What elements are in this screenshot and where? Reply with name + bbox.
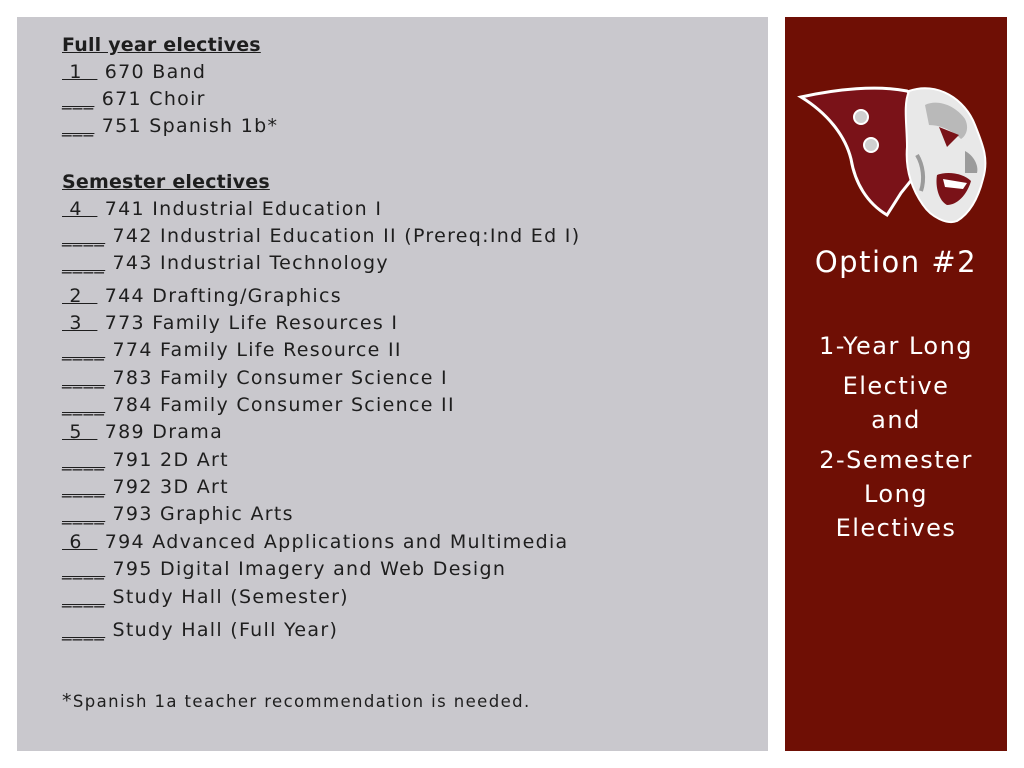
selection-blank[interactable]: ____ [62,252,106,274]
selection-blank[interactable]: 4 [62,198,98,220]
list-item [62,197,382,221]
selection-blank[interactable]: ____ [62,619,106,641]
option-desc-line: Elective [842,372,950,400]
electives-panel [17,17,768,751]
course-label: 784 Family Consumer Science II [112,394,455,416]
option-desc-line: and [871,406,921,434]
course-label: Study Hall (Semester) [112,586,349,608]
option-desc-line: Electives [835,514,957,542]
selection-blank[interactable]: 3 [62,312,98,334]
list-item [62,475,229,499]
list-item [62,502,294,526]
course-label: 793 Graphic Arts [112,503,294,525]
list-item [62,338,402,362]
course-label: 774 Family Life Resource II [112,339,402,361]
list-item [62,393,455,417]
course-label: 751 Spanish 1b* [101,115,279,137]
course-label: 744 Drafting/Graphics [104,285,342,307]
list-item [62,251,389,275]
list-item [62,114,278,138]
selection-blank[interactable]: 2 [62,285,98,307]
list-item [62,87,206,111]
selection-blank[interactable]: ____ [62,367,106,389]
course-label: 743 Industrial Technology [112,252,389,274]
list-item [62,448,229,472]
footnote-star: * [62,690,73,712]
list-item [62,224,580,248]
list-item [62,366,448,390]
course-label: 795 Digital Imagery and Web Design [112,558,507,580]
list-item [62,60,206,84]
course-label: 773 Family Life Resources I [104,312,399,334]
course-label: 791 2D Art [112,449,229,471]
course-label: 794 Advanced Applications and Multimedia [104,531,569,553]
selection-blank[interactable]: ____ [62,394,106,416]
course-label: 789 Drama [104,421,224,443]
list-item [62,585,349,609]
full-year-heading: Full year electives [62,34,261,56]
selection-blank[interactable]: ____ [62,449,106,471]
course-label: Study Hall (Full Year) [112,619,339,641]
semester-heading: Semester electives [62,171,270,193]
selection-blank[interactable]: ___ [62,88,95,110]
selection-blank[interactable]: ____ [62,476,106,498]
selection-blank[interactable]: 6 [62,531,98,553]
list-item [62,557,506,581]
selection-blank[interactable]: ____ [62,225,106,247]
option-desc-line: 2-Semester [819,446,973,474]
option-desc-line: Long [863,480,929,508]
option-title: Option #2 [814,245,978,279]
option-description [785,329,1007,545]
list-item [62,530,568,554]
course-label: 671 Choir [101,88,206,110]
course-label: 792 3D Art [112,476,229,498]
footnote [62,689,531,714]
selection-blank[interactable]: 5 [62,421,98,443]
list-item [62,284,342,308]
course-label: 741 Industrial Education I [104,198,383,220]
option-desc-line: 1-Year Long [818,332,974,360]
selection-blank[interactable]: ____ [62,586,106,608]
footnote-text: Spanish 1a teacher recommendation is needed. [72,692,531,711]
selection-blank[interactable]: ____ [62,503,106,525]
course-label: 742 Industrial Education II (Prereq:Ind Ed I) [112,225,581,247]
list-item [62,311,398,335]
course-label: 670 Band [104,61,207,83]
list-item [62,420,223,444]
option-panel [785,17,1007,751]
selection-blank[interactable]: ___ [62,115,95,137]
selection-blank[interactable]: ____ [62,339,106,361]
selection-blank[interactable]: 1 [62,61,98,83]
list-item [62,618,338,642]
mascot-head-icon [797,55,997,225]
selection-blank[interactable]: ____ [62,558,106,580]
course-label: 783 Family Consumer Science I [112,367,448,389]
